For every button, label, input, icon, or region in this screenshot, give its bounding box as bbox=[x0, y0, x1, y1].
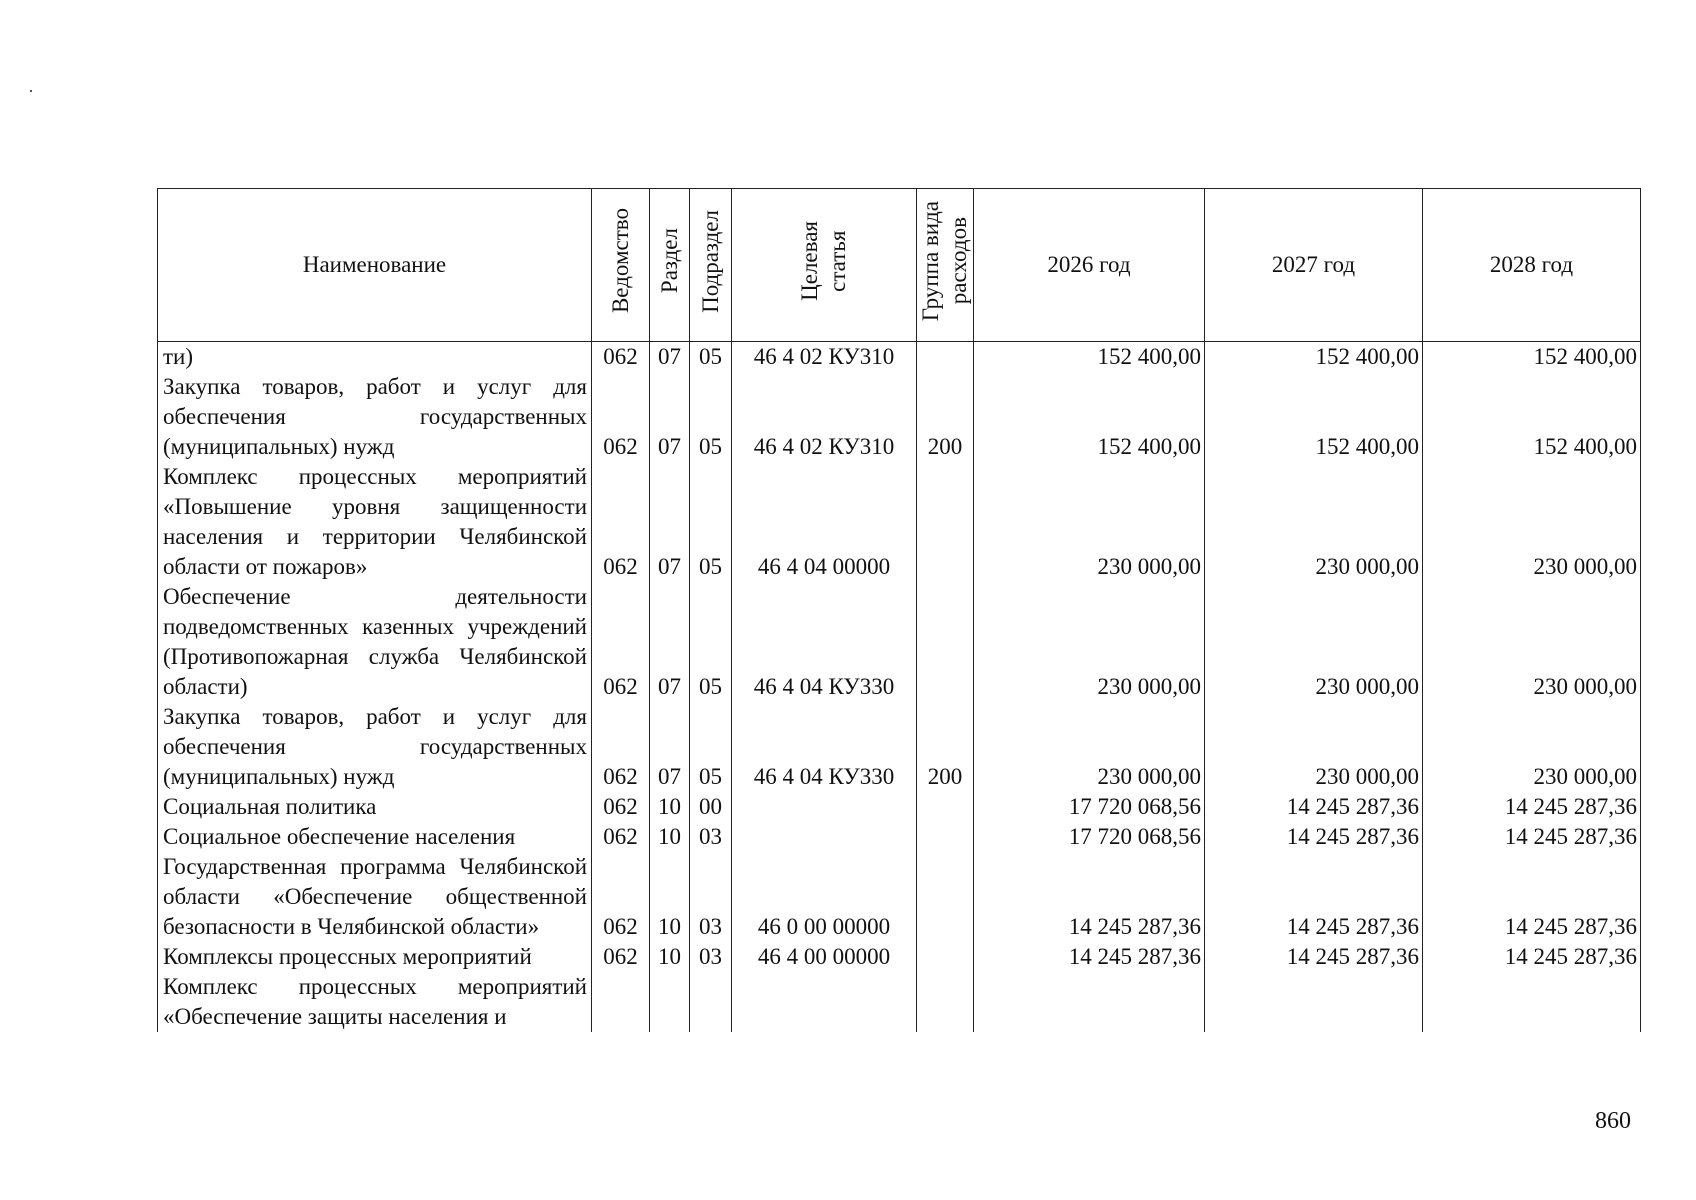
row-2026: 152 400,00 bbox=[974, 372, 1205, 462]
row-dept bbox=[592, 972, 650, 1032]
row-expense-group bbox=[917, 582, 974, 702]
row-2027: 152 400,00 bbox=[1205, 372, 1423, 462]
row-target: 46 4 02 КУ310 bbox=[732, 372, 917, 462]
row-dept: 062 bbox=[592, 792, 650, 822]
row-expense-group bbox=[917, 942, 974, 972]
row-expense-group bbox=[917, 852, 974, 942]
row-2026: 14 245 287,36 bbox=[974, 852, 1205, 942]
header-2028: 2028 год bbox=[1423, 189, 1641, 342]
row-name: Государственная программа Челябинской области «Обеспечение общественной безопасности в Челябинской области» bbox=[158, 852, 592, 942]
row-2027: 230 000,00 bbox=[1205, 582, 1423, 702]
row-2027: 152 400,00 bbox=[1205, 342, 1423, 373]
row-2028: 152 400,00 bbox=[1423, 342, 1641, 373]
table-row bbox=[158, 462, 1641, 582]
row-2027: 14 245 287,36 bbox=[1205, 792, 1423, 822]
row-2027: 14 245 287,36 bbox=[1205, 942, 1423, 972]
table-body bbox=[158, 342, 1641, 1033]
row-2028: 230 000,00 bbox=[1423, 582, 1641, 702]
row-target bbox=[732, 792, 917, 822]
header-subsection: Подраздел bbox=[697, 209, 723, 313]
scan-dot bbox=[30, 90, 32, 92]
row-expense-group bbox=[917, 342, 974, 373]
row-2028: 152 400,00 bbox=[1423, 372, 1641, 462]
row-2026: 230 000,00 bbox=[974, 702, 1205, 792]
row-name: ти) bbox=[158, 342, 592, 373]
row-2027: 230 000,00 bbox=[1205, 702, 1423, 792]
row-2028: 14 245 287,36 bbox=[1423, 822, 1641, 852]
table-row bbox=[158, 942, 1641, 972]
row-dept: 062 bbox=[592, 462, 650, 582]
row-target: 46 4 00 00000 bbox=[732, 942, 917, 972]
row-subsection: 00 bbox=[690, 792, 732, 822]
row-target: 46 4 04 КУ330 bbox=[732, 582, 917, 702]
row-2026: 17 720 068,56 bbox=[974, 822, 1205, 852]
row-dept: 062 bbox=[592, 342, 650, 373]
row-2027: 14 245 287,36 bbox=[1205, 852, 1423, 942]
row-2028: 230 000,00 bbox=[1423, 462, 1641, 582]
row-name: Социальная политика bbox=[158, 792, 592, 822]
page-number: 860 bbox=[1595, 1108, 1631, 1134]
row-expense-group bbox=[917, 792, 974, 822]
row-target: 46 4 02 КУ310 bbox=[732, 342, 917, 373]
row-target bbox=[732, 972, 917, 1032]
row-dept: 062 bbox=[592, 702, 650, 792]
table-row bbox=[158, 582, 1641, 702]
row-section: 10 bbox=[650, 852, 690, 942]
row-expense-group: 200 bbox=[917, 702, 974, 792]
row-section: 07 bbox=[650, 462, 690, 582]
row-subsection: 03 bbox=[690, 942, 732, 972]
row-subsection: 05 bbox=[690, 702, 732, 792]
row-name: Социальное обеспечение населения bbox=[158, 822, 592, 852]
row-section: 07 bbox=[650, 582, 690, 702]
budget-table bbox=[157, 188, 1641, 1032]
row-dept: 062 bbox=[592, 372, 650, 462]
row-section bbox=[650, 972, 690, 1032]
row-dept: 062 bbox=[592, 822, 650, 852]
row-2026: 230 000,00 bbox=[974, 582, 1205, 702]
row-expense-group: 200 bbox=[917, 372, 974, 462]
row-section: 10 bbox=[650, 942, 690, 972]
row-2028: 14 245 287,36 bbox=[1423, 792, 1641, 822]
table-row bbox=[158, 702, 1641, 792]
row-dept: 062 bbox=[592, 942, 650, 972]
row-dept: 062 bbox=[592, 582, 650, 702]
table-row bbox=[158, 822, 1641, 852]
row-2027: 230 000,00 bbox=[1205, 462, 1423, 582]
row-2026: 17 720 068,56 bbox=[974, 792, 1205, 822]
row-2026: 152 400,00 bbox=[974, 342, 1205, 373]
row-2028: 14 245 287,36 bbox=[1423, 852, 1641, 942]
row-name: Комплекс процессных мероприятий «Повышение уровня защищенности населения и территории Челябинской области от пожаров» bbox=[158, 462, 592, 582]
row-subsection bbox=[690, 972, 732, 1032]
table-header-row bbox=[158, 189, 1641, 342]
row-name: Закупка товаров, работ и услуг для обеспечения государственных (муниципальных) нужд bbox=[158, 702, 592, 792]
row-section: 07 bbox=[650, 702, 690, 792]
header-target: Целевая статья bbox=[797, 221, 850, 301]
row-subsection: 05 bbox=[690, 462, 732, 582]
row-name: Закупка товаров, работ и услуг для обеспечения государственных (муниципальных) нужд bbox=[158, 372, 592, 462]
row-dept: 062 bbox=[592, 852, 650, 942]
header-2027: 2027 год bbox=[1205, 189, 1423, 342]
row-name: Комплексы процессных мероприятий bbox=[158, 942, 592, 972]
header-section: Раздел bbox=[656, 228, 682, 294]
header-expense-group: Группа вида расходов bbox=[918, 200, 971, 322]
table-row bbox=[158, 372, 1641, 462]
row-subsection: 05 bbox=[690, 372, 732, 462]
row-expense-group bbox=[917, 972, 974, 1032]
row-section: 10 bbox=[650, 822, 690, 852]
table-row bbox=[158, 792, 1641, 822]
row-2028: 230 000,00 bbox=[1423, 702, 1641, 792]
row-subsection: 03 bbox=[690, 822, 732, 852]
row-2028 bbox=[1423, 972, 1641, 1032]
row-target: 46 4 04 00000 bbox=[732, 462, 917, 582]
table-row bbox=[158, 852, 1641, 942]
row-subsection: 05 bbox=[690, 342, 732, 373]
row-2028: 14 245 287,36 bbox=[1423, 942, 1641, 972]
header-dept: Ведомство bbox=[607, 208, 633, 314]
row-subsection: 05 bbox=[690, 582, 732, 702]
row-target: 46 0 00 00000 bbox=[732, 852, 917, 942]
row-2027 bbox=[1205, 972, 1423, 1032]
row-section: 07 bbox=[650, 372, 690, 462]
row-section: 10 bbox=[650, 792, 690, 822]
row-2026: 230 000,00 bbox=[974, 462, 1205, 582]
header-2026: 2026 год bbox=[974, 189, 1205, 342]
row-expense-group bbox=[917, 462, 974, 582]
row-target: 46 4 04 КУ330 bbox=[732, 702, 917, 792]
row-section: 07 bbox=[650, 342, 690, 373]
table-row bbox=[158, 342, 1641, 373]
row-2026: 14 245 287,36 bbox=[974, 942, 1205, 972]
row-2026 bbox=[974, 972, 1205, 1032]
table-row bbox=[158, 972, 1641, 1032]
row-name: Комплекс процессных мероприятий «Обеспечение защиты населения и bbox=[158, 972, 592, 1032]
row-target bbox=[732, 822, 917, 852]
header-name: Наименование bbox=[158, 189, 592, 342]
row-name: Обеспечение деятельности подведомственных казенных учреждений (Противопожарная служба Челябинской области) bbox=[158, 582, 592, 702]
row-2027: 14 245 287,36 bbox=[1205, 822, 1423, 852]
row-subsection: 03 bbox=[690, 852, 732, 942]
row-expense-group bbox=[917, 822, 974, 852]
